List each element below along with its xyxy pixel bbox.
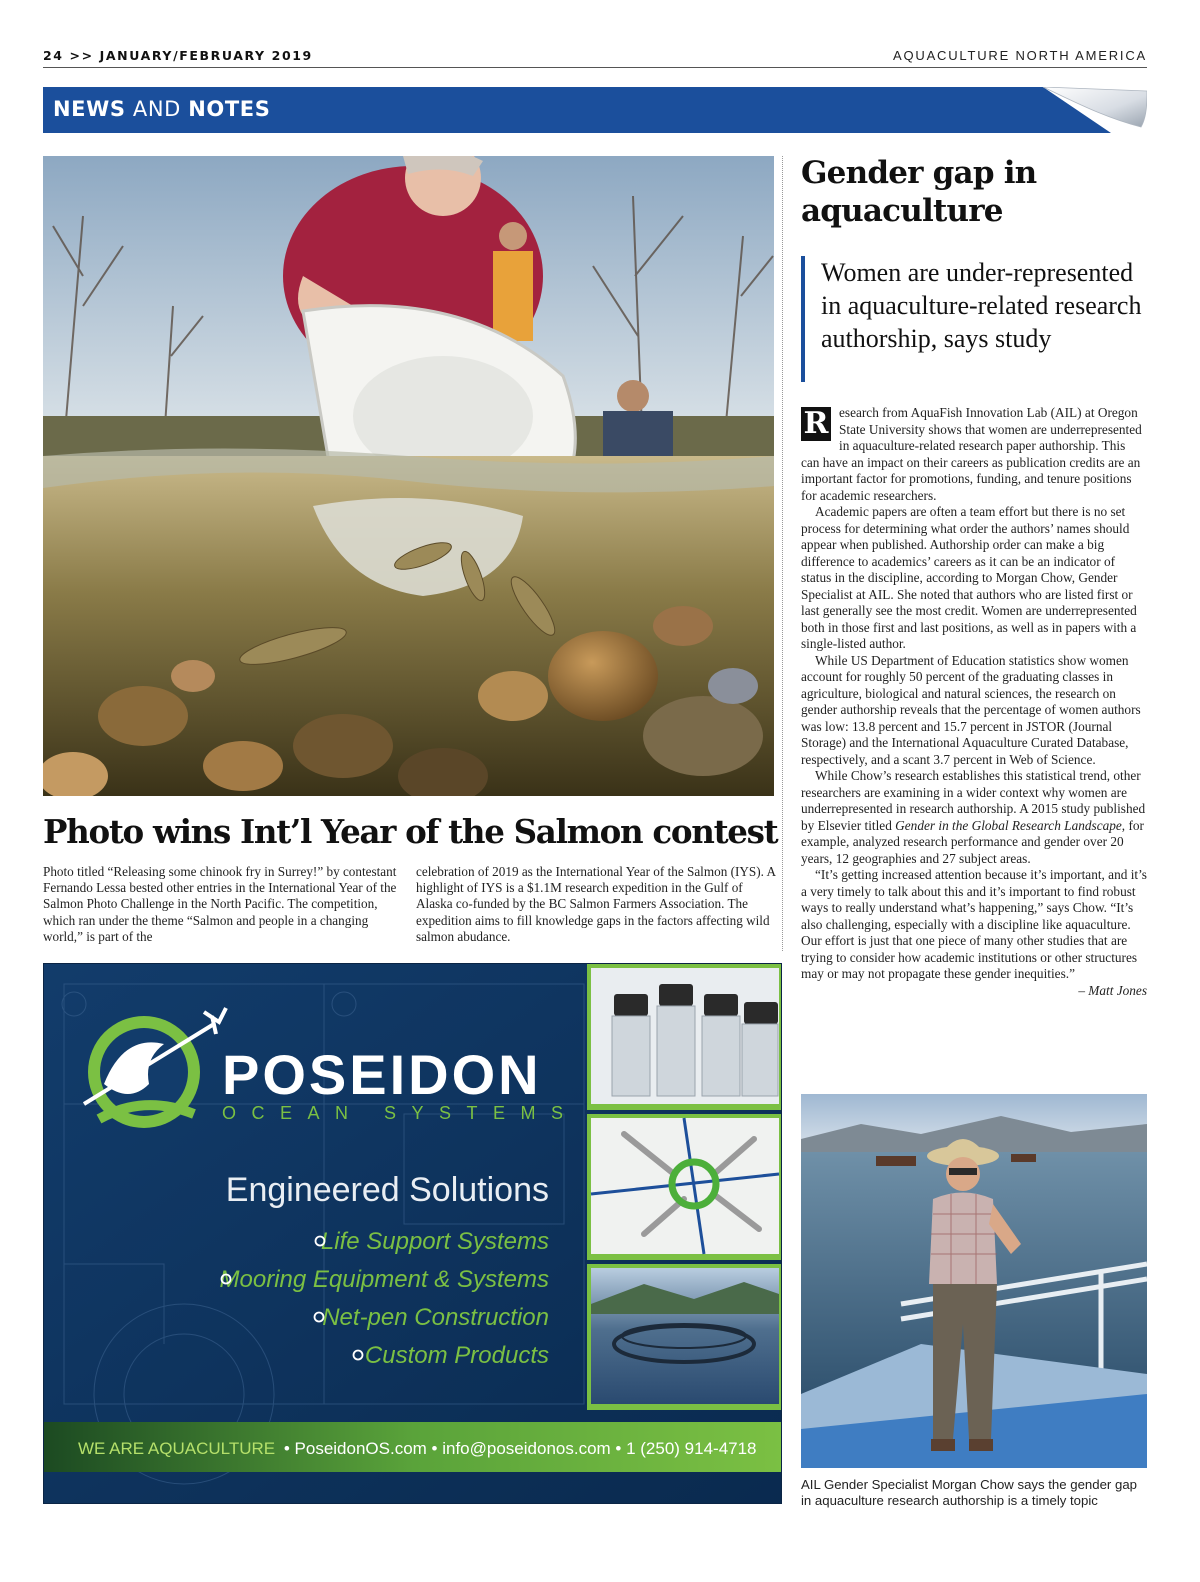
article-paragraph: While Chow’s research establishes this statistical trend, other researchers are examining in a wider context why women are underrepresented in research authorship. A 2015 study published by Elsevier titled Gender in the Global Research Landscape, for example, analyzed research performance and gender over 20 years, 12 geographies and 27 subject areas. [801,768,1146,866]
byline: – Matt Jones [1078,982,1147,998]
article-title: Gender gap in aquaculture [801,155,1037,229]
salmon-body-col1: Photo titled “Releasing some chinook fry in Surrey!” by contestant Fernando Lessa bested other entries in the International Year of the Salmon Photo Challenge in the North Pacific. The competition, which ran under the theme “Salmon and people in a changing world,” is part of the [43,864,397,944]
article-body [801,405,1147,999]
ad-subbrand: OCEAN SYSTEMS [222,1103,579,1123]
ad-footer-contact: • PoseidonOS.com • info@poseidonos.com • 1 (250) 914-4718 [283,1439,757,1458]
photo-caption: AIL Gender Specialist Morgan Chow says the gender gap in aquaculture research authorship is a timely topic [801,1477,1137,1508]
salmon-release-photo [43,156,774,796]
section-word-and: AND [132,97,181,121]
section-title [53,97,270,121]
poseidon-advertisement [43,963,782,1504]
running-head [43,46,1147,68]
ad-footer-highlight: WE ARE AQUACULTURE [78,1439,276,1458]
ad-service-1: Life Support Systems [320,1228,549,1255]
ad-service-4: Custom Products [364,1342,549,1369]
section-banner [43,87,1147,133]
ad-service-2: Mooring Equipment & Systems [219,1266,549,1293]
ad-service-3: Net-pen Construction [322,1304,549,1331]
page-folio: 24 >> JANUARY/FEBRUARY 2019 [43,48,313,63]
study-title: Gender in the Global Research Landscape [895,817,1122,833]
ad-brand: POSEIDON [222,1043,542,1106]
salmon-photo-illustration [43,156,774,796]
ad-tagline: Engineered Solutions [225,1171,549,1209]
article-paragraph: “It’s getting increased attention because it’s important, and it’s a very timely to talk about this and it’s important to find robust ways to really understand what’s happening,” says Chow. “It’s also challenging, especially with a discipline like aquaculture. Our effort is just that one piece of many other studies that are trying to consider how academic institutions or other structures may or may not propagate these gender inequities.” [801,867,1147,981]
article-paragraph: Academic papers are often a team effort but there is no set process for determining what order the authors’ names should appear when published. Authorship order can make a big difference to academics’ careers as it can be an indicator of status in the discipline, according to Morgan Chow, Gender Specialist at AIL. She noted that authors who are listed first or last generally see the most credit. Women are underrepresented both in those first and last positions, as well as in papers with a single-listed author. [801,504,1137,651]
magazine-name: AQUACULTURE NORTH AMERICA [893,48,1147,63]
chow-photo-illustration [801,1094,1147,1468]
morgan-chow-photo [801,1094,1147,1468]
salmon-headline: Photo wins Int’l Year of the Salmon contest [43,812,778,851]
article-paragraph: While US Department of Education statistics show women account for roughly 50 percent of the graduating classes in agriculture, biological and natural sciences, the research on gender authorship reveals that the percentage of women authors was low: 13.8 percent and 15.7 percent in JSTOR (Journal Storage) and the International Aquaculture Curated Database, respectively, and a scant 3.7 percent in Web of Science. [801,652,1141,767]
ad-artwork [44,964,782,1504]
drop-cap: R [801,407,831,441]
section-word-notes: NOTES [188,97,271,121]
article-paragraph: R esearch from AquaFish Innovation Lab (AIL) at Oregon State University shows that women are underrepresented in aquaculture-related research paper authorship. This can have an impact on their careers as publication credits are an important factor for promotions, funding, and tenure positions for academic researchers. [801,405,1142,503]
section-word-news: NEWS [53,97,126,121]
salmon-body-col2: celebration of 2019 as the International Year of the Salmon (IYS). A highlight of IYS is a $1.1M research expedition in the Gulf of Alaska co-funded by the BC Salmon Farmers Association. The expedition aims to fill knowledge gaps in the factors affecting wild salmon abudance. [416,864,776,944]
svg-text:WE ARE AQUACULTURE • Pos [78,1439,757,1458]
article-deck: Women are under-represented in aquaculture-related research authorship, says study [801,256,1147,382]
